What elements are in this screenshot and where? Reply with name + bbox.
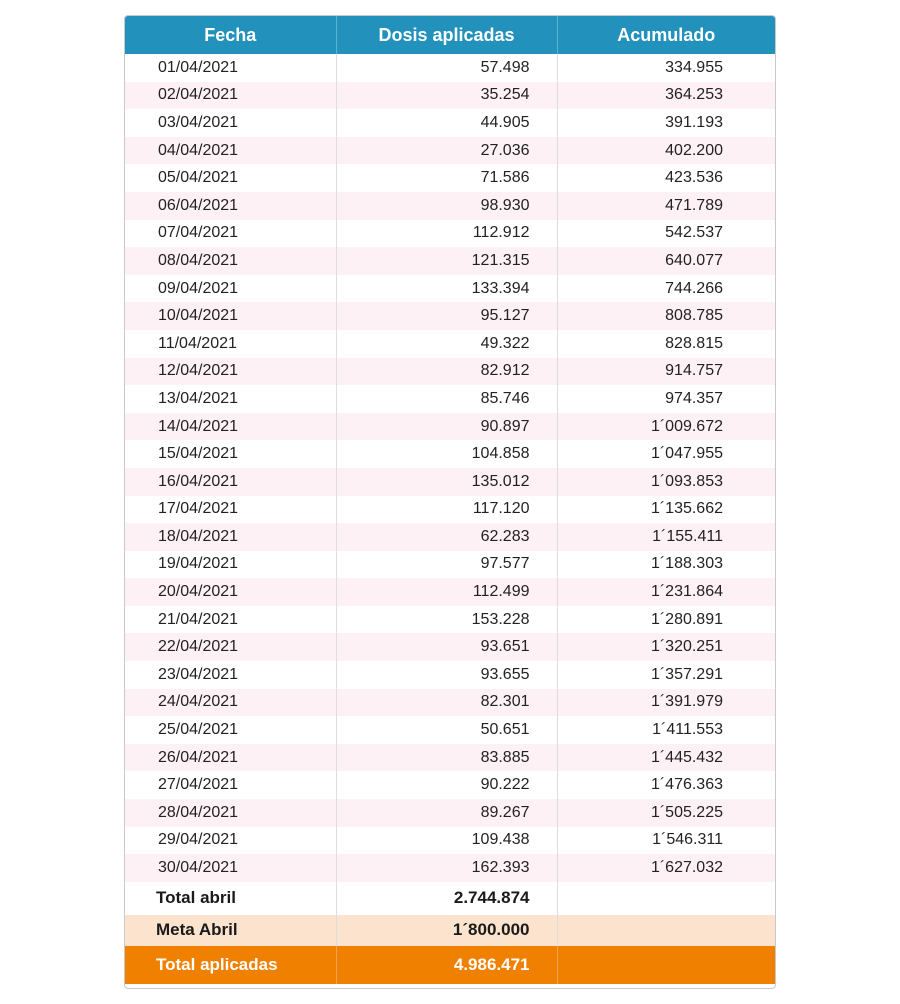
fecha-cell: 23/04/2021	[125, 661, 336, 689]
vaccination-table-container	[124, 15, 776, 989]
acumulado-cell: 423.536	[557, 164, 775, 192]
fecha-cell: 20/04/2021	[125, 578, 336, 606]
meta-abril-label: Meta Abril	[125, 915, 336, 946]
acumulado-cell: 1´155.411	[557, 523, 775, 551]
table-row	[125, 440, 775, 468]
table-row	[125, 633, 775, 661]
vaccination-table	[125, 16, 775, 984]
meta-abril-value: 1´800.000	[336, 915, 557, 946]
fecha-cell: 02/04/2021	[125, 82, 336, 110]
header-fecha: Fecha	[125, 16, 336, 54]
dosis-cell: 95.127	[336, 302, 557, 330]
table-row	[125, 413, 775, 441]
total-abril-label: Total abril	[125, 882, 336, 915]
table-row	[125, 799, 775, 827]
total-aplicadas-empty	[557, 946, 775, 984]
dosis-cell: 104.858	[336, 440, 557, 468]
acumulado-cell: 1´009.672	[557, 413, 775, 441]
acumulado-cell: 1´093.853	[557, 468, 775, 496]
dosis-cell: 162.393	[336, 854, 557, 882]
dosis-cell: 117.120	[336, 496, 557, 524]
table-row	[125, 827, 775, 855]
table-row	[125, 771, 775, 799]
table-row	[125, 606, 775, 634]
meta-abril-row	[125, 915, 775, 946]
table-row	[125, 496, 775, 524]
fecha-cell: 26/04/2021	[125, 744, 336, 772]
fecha-cell: 09/04/2021	[125, 275, 336, 303]
acumulado-cell: 1´357.291	[557, 661, 775, 689]
fecha-cell: 25/04/2021	[125, 716, 336, 744]
acumulado-cell: 1´546.311	[557, 827, 775, 855]
table-row	[125, 220, 775, 248]
dosis-cell: 97.577	[336, 551, 557, 579]
table-header-row	[125, 16, 775, 54]
total-abril-empty	[557, 882, 775, 915]
fecha-cell: 21/04/2021	[125, 606, 336, 634]
acumulado-cell: 974.357	[557, 385, 775, 413]
acumulado-cell: 1´280.891	[557, 606, 775, 634]
dosis-cell: 121.315	[336, 247, 557, 275]
fecha-cell: 17/04/2021	[125, 496, 336, 524]
acumulado-cell: 542.537	[557, 220, 775, 248]
fecha-cell: 05/04/2021	[125, 164, 336, 192]
fecha-cell: 12/04/2021	[125, 358, 336, 386]
dosis-cell: 109.438	[336, 827, 557, 855]
total-aplicadas-value: 4.986.471	[336, 946, 557, 984]
dosis-cell: 71.586	[336, 164, 557, 192]
table-row	[125, 689, 775, 717]
total-aplicadas-label: Total aplicadas	[125, 946, 336, 984]
dosis-cell: 35.254	[336, 82, 557, 110]
acumulado-cell: 640.077	[557, 247, 775, 275]
acumulado-cell: 364.253	[557, 82, 775, 110]
dosis-cell: 50.651	[336, 716, 557, 744]
dosis-cell: 27.036	[336, 137, 557, 165]
acumulado-cell: 1´320.251	[557, 633, 775, 661]
total-abril-row	[125, 882, 775, 915]
acumulado-cell: 808.785	[557, 302, 775, 330]
table-row	[125, 302, 775, 330]
table-row	[125, 137, 775, 165]
table-row	[125, 164, 775, 192]
dosis-cell: 133.394	[336, 275, 557, 303]
acumulado-cell: 391.193	[557, 109, 775, 137]
fecha-cell: 13/04/2021	[125, 385, 336, 413]
acumulado-cell: 1´627.032	[557, 854, 775, 882]
table-row	[125, 468, 775, 496]
table-row	[125, 82, 775, 110]
fecha-cell: 27/04/2021	[125, 771, 336, 799]
fecha-cell: 24/04/2021	[125, 689, 336, 717]
dosis-cell: 83.885	[336, 744, 557, 772]
dosis-cell: 44.905	[336, 109, 557, 137]
table-row	[125, 578, 775, 606]
dosis-cell: 90.222	[336, 771, 557, 799]
dosis-cell: 82.301	[336, 689, 557, 717]
dosis-cell: 49.322	[336, 330, 557, 358]
table-row	[125, 192, 775, 220]
dosis-cell: 82.912	[336, 358, 557, 386]
dosis-cell: 57.498	[336, 54, 557, 82]
dosis-cell: 90.897	[336, 413, 557, 441]
dosis-cell: 93.651	[336, 633, 557, 661]
dosis-cell: 153.228	[336, 606, 557, 634]
table-row	[125, 54, 775, 82]
acumulado-cell: 1´505.225	[557, 799, 775, 827]
table-row	[125, 330, 775, 358]
fecha-cell: 18/04/2021	[125, 523, 336, 551]
table-row	[125, 551, 775, 579]
acumulado-cell: 1´445.432	[557, 744, 775, 772]
fecha-cell: 16/04/2021	[125, 468, 336, 496]
acumulado-cell: 1´047.955	[557, 440, 775, 468]
fecha-cell: 06/04/2021	[125, 192, 336, 220]
acumulado-cell: 1´135.662	[557, 496, 775, 524]
fecha-cell: 15/04/2021	[125, 440, 336, 468]
acumulado-cell: 1´476.363	[557, 771, 775, 799]
table-row	[125, 109, 775, 137]
meta-abril-empty	[557, 915, 775, 946]
header-dosis-aplicadas: Dosis aplicadas	[336, 16, 557, 54]
fecha-cell: 10/04/2021	[125, 302, 336, 330]
dosis-cell: 135.012	[336, 468, 557, 496]
acumulado-cell: 1´411.553	[557, 716, 775, 744]
total-aplicadas-row	[125, 946, 775, 984]
acumulado-cell: 334.955	[557, 54, 775, 82]
dosis-cell: 93.655	[336, 661, 557, 689]
dosis-cell: 112.912	[336, 220, 557, 248]
table-row	[125, 523, 775, 551]
acumulado-cell: 1´188.303	[557, 551, 775, 579]
table-row	[125, 247, 775, 275]
fecha-cell: 08/04/2021	[125, 247, 336, 275]
table-row	[125, 358, 775, 386]
acumulado-cell: 744.266	[557, 275, 775, 303]
table-row	[125, 744, 775, 772]
fecha-cell: 19/04/2021	[125, 551, 336, 579]
total-abril-value: 2.744.874	[336, 882, 557, 915]
acumulado-cell: 402.200	[557, 137, 775, 165]
header-acumulado: Acumulado	[557, 16, 775, 54]
fecha-cell: 07/04/2021	[125, 220, 336, 248]
table-row	[125, 661, 775, 689]
fecha-cell: 11/04/2021	[125, 330, 336, 358]
acumulado-cell: 1´231.864	[557, 578, 775, 606]
acumulado-cell: 914.757	[557, 358, 775, 386]
acumulado-cell: 471.789	[557, 192, 775, 220]
table-row	[125, 385, 775, 413]
dosis-cell: 98.930	[336, 192, 557, 220]
acumulado-cell: 1´391.979	[557, 689, 775, 717]
dosis-cell: 89.267	[336, 799, 557, 827]
fecha-cell: 14/04/2021	[125, 413, 336, 441]
fecha-cell: 30/04/2021	[125, 854, 336, 882]
table-row	[125, 716, 775, 744]
dosis-cell: 62.283	[336, 523, 557, 551]
dosis-cell: 85.746	[336, 385, 557, 413]
fecha-cell: 04/04/2021	[125, 137, 336, 165]
fecha-cell: 03/04/2021	[125, 109, 336, 137]
table-row	[125, 275, 775, 303]
fecha-cell: 01/04/2021	[125, 54, 336, 82]
fecha-cell: 22/04/2021	[125, 633, 336, 661]
table-row	[125, 854, 775, 882]
acumulado-cell: 828.815	[557, 330, 775, 358]
dosis-cell: 112.499	[336, 578, 557, 606]
fecha-cell: 29/04/2021	[125, 827, 336, 855]
table-body	[125, 54, 775, 882]
fecha-cell: 28/04/2021	[125, 799, 336, 827]
